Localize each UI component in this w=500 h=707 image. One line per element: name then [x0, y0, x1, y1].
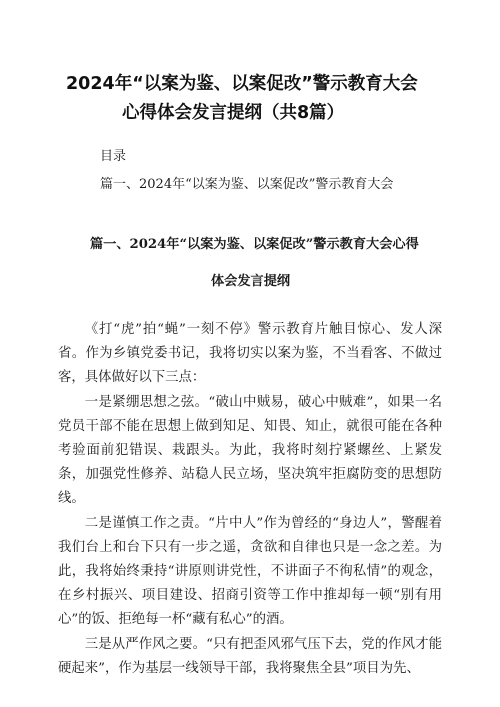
- toc-heading: 目录: [100, 149, 127, 164]
- toc-item[interactable]: 篇一、2024年“以案为鉴、以案促改”警示教育大会: [100, 177, 394, 192]
- section-title-line-2: 体会发言提纲: [211, 274, 291, 289]
- document-title-line-2: 心得体会发言提纲（共8篇）: [122, 103, 345, 123]
- body-text: [58, 318, 442, 681]
- paragraph-point-1: 一是紧绷思想之弦。“破山中贼易，破心中贼难”，如果一名党员干部不能在思想上做到知足、知畏、知止，就很可能在各种考验面前犯错误、栽跟头。为此，我将时刻拧紧螺丝、上紧发条，加强党性修养、站稳人民立场，坚决筑牢拒腐防变的思想防线。: [58, 394, 442, 507]
- document-title-line-1: 2024年“以案为鉴、以案促改”警示教育大会: [66, 74, 418, 94]
- paragraph-point-3: 三是从严作风之要。“只有把歪风邪气压下去，党的作风才能硬起来”，作为基层一线领导干部，我将聚焦全县”项目为先、: [58, 636, 442, 676]
- paragraph-point-2: 二是谨慎工作之责。“片中人”作为曾经的“身边人”，警醒着我们台上和台下只有一步之遥，贪欲和自律也只是一念之差。为此，我将始终秉持“讲原则讲党性，不讲面子不徇私情”的观念，在乡村振兴、项目建设、招商引资等工作中推却每一顿“别有用心”的饭、拒绝每一杯“藏有私心”的酒。: [58, 515, 442, 628]
- section-title-line-1: 篇一、2024年“以案为鉴、以案促改”警示教育大会心得: [90, 237, 419, 252]
- paragraph-intro: 《打“虎”拍“蝇”一刻不停》警示教育片触目惊心、发人深省。作为乡镇党委书记，我将切实以案为鉴，不当看客、不做过客，具体做好以下三点：: [58, 322, 442, 386]
